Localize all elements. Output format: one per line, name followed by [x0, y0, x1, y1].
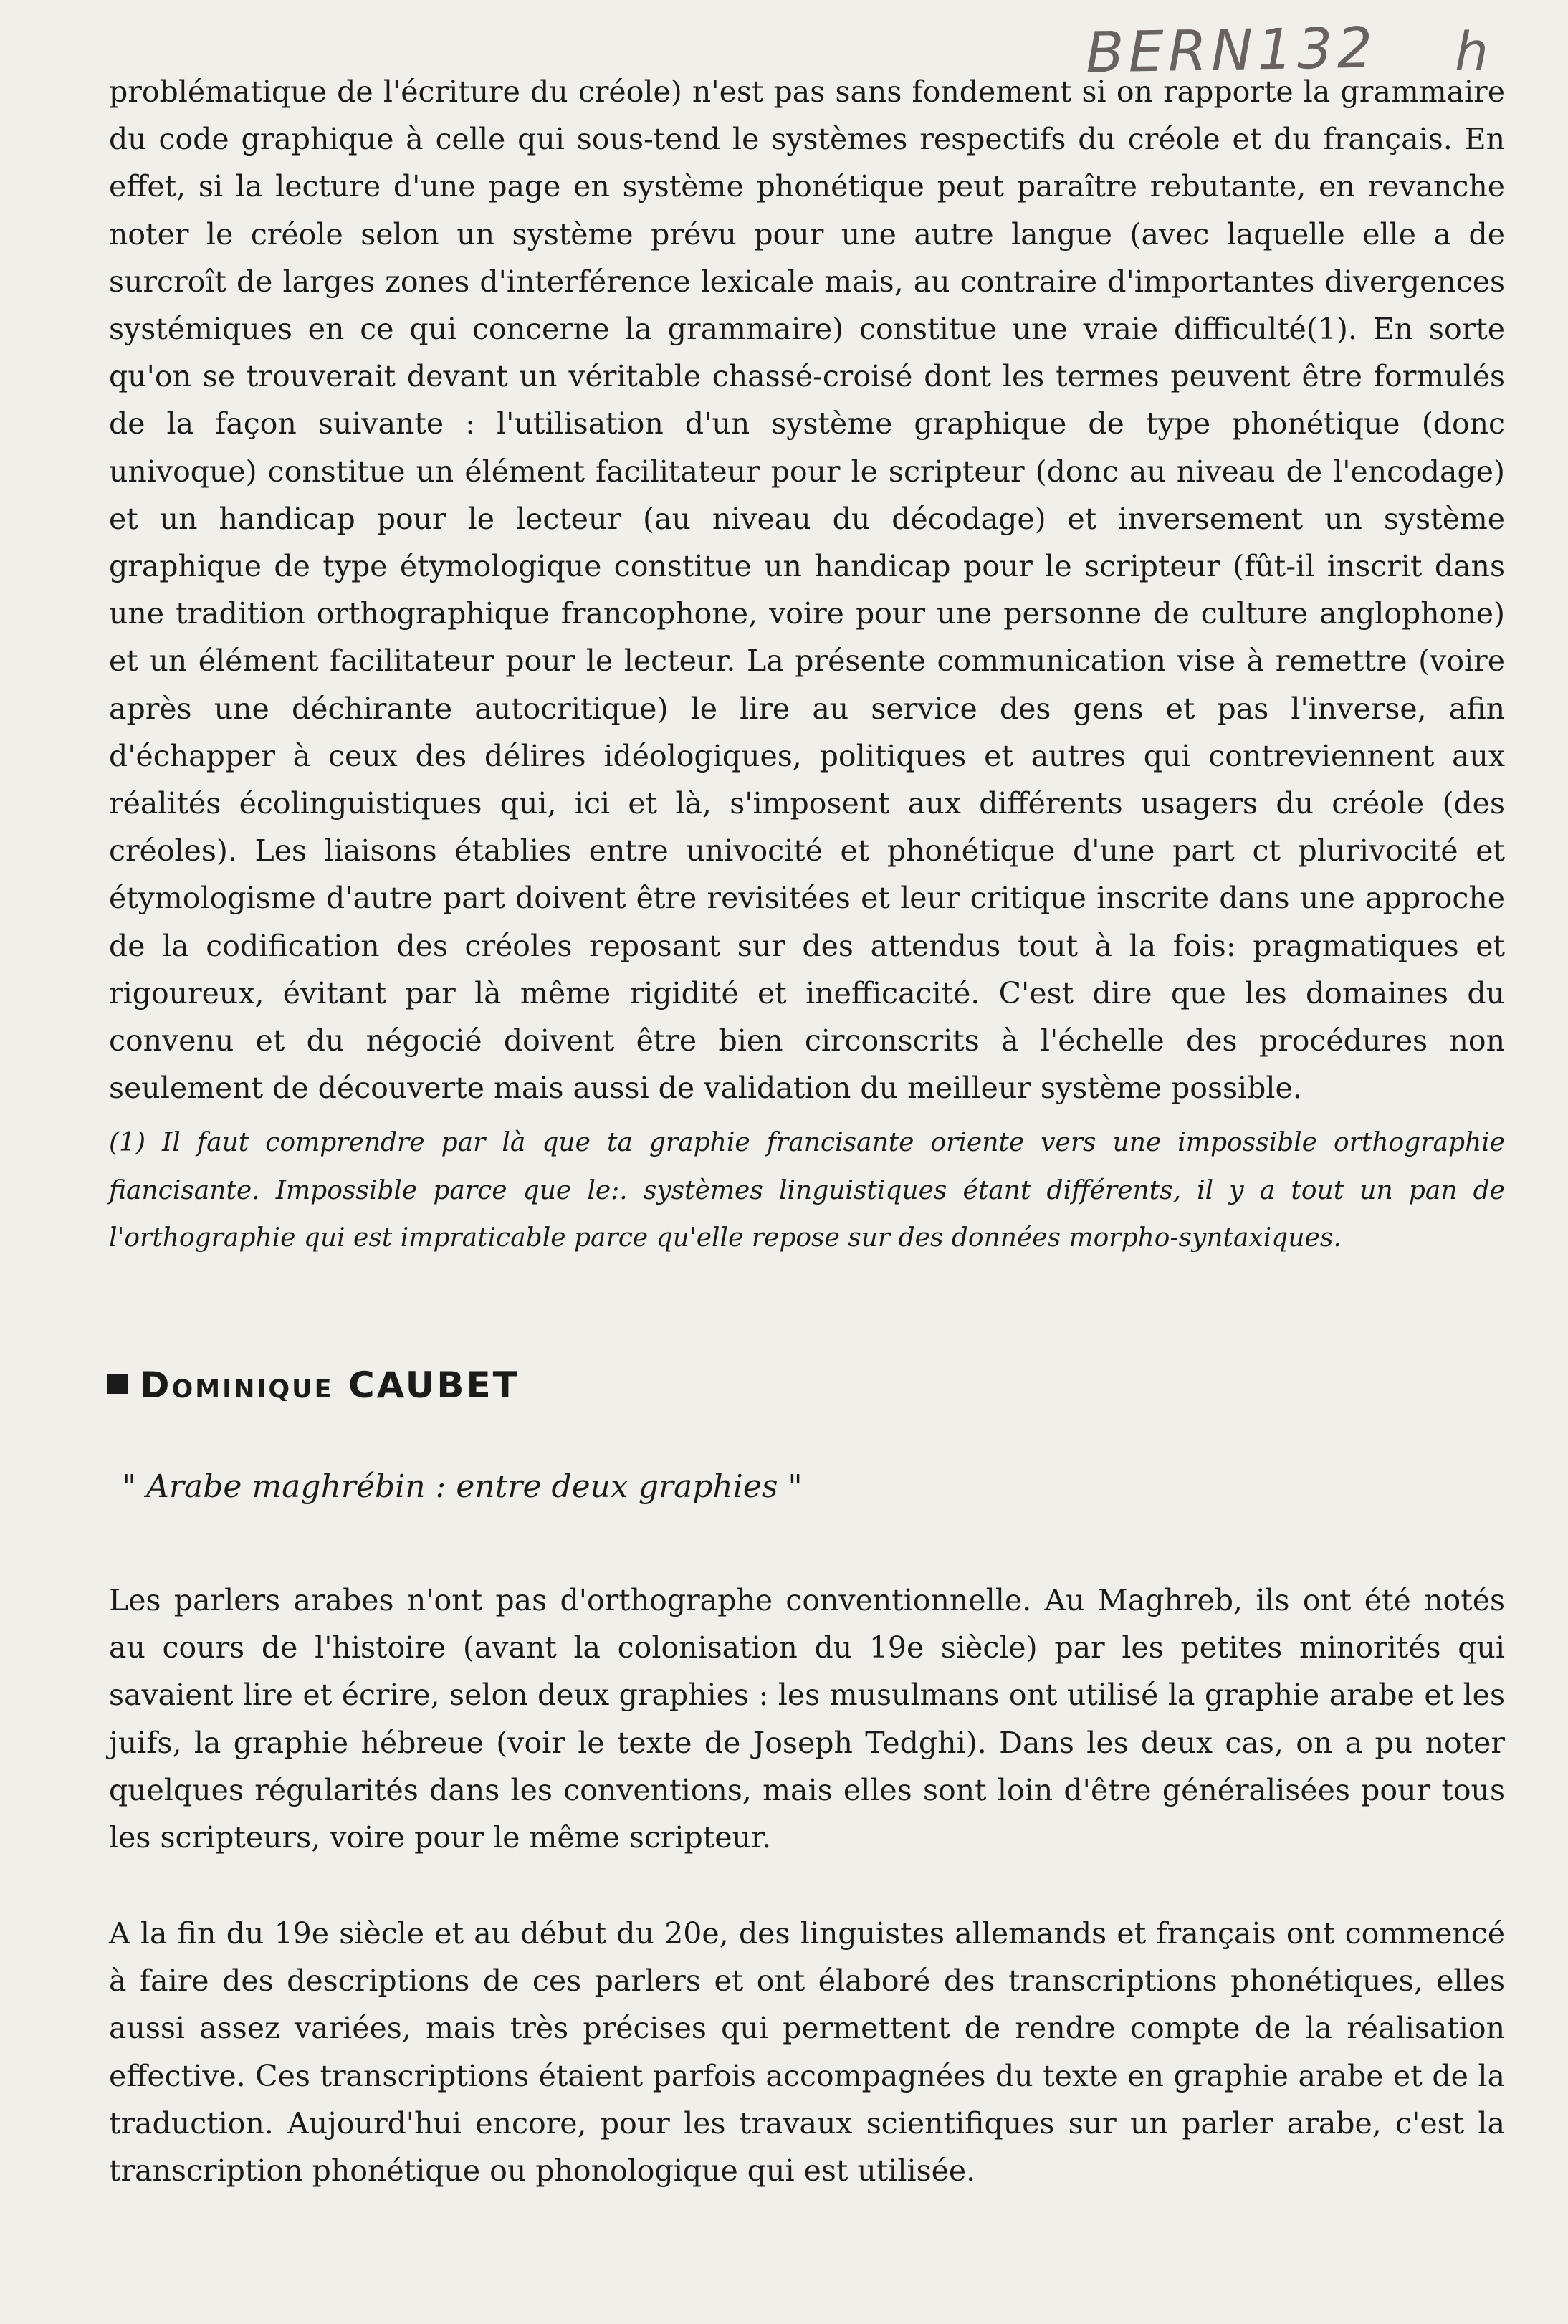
body-paragraph-2: Les parlers arabes n'ont pas d'orthographe conventionnelle. Au Maghreb, ils ont été notés au cours de l'histoire (avant la colonisation du 19e siècle) par les petites minorités qui savaient lire et écrire, selon deux graphies : les musulmans ont utilisé la graphie arabe et les juifs, la graphie hébreue (voir le texte de Joseph Tedghi). Dans les deux cas, on a pu noter quelques régularités dans les conventions, mais elles sont loin d'être généralisées pour tous les scripteurs, voire pour le même scripteur.: [109, 1583, 1505, 1855]
author-first-name: Dominique: [140, 1364, 334, 1406]
handwritten-mark: h: [1455, 21, 1488, 83]
section-heading-author: [140, 1360, 520, 1410]
footnote: (1) Il faut comprendre par là que ta graphie francisante oriente vers une impossible orthographie fiancisante. Impossible parce que le:. systèmes linguistiques étant différents, il y a tout un pan de l'orthographie qui est impraticable parce qu'elle repose sur des données morpho-syntaxiques.: [109, 1128, 1505, 1253]
author-last-name: CAUBET: [348, 1364, 520, 1406]
body-paragraph-3: A la fin du 19e siècle et au début du 20e, des linguistes allemands et français ont commencé à faire des descriptions de ces parlers et ont élaboré des transcriptions phonétiques, elles aussi assez variées, mais très précises qui permettent de rendre compte de la réalisation effective. Ces transcriptions étaient parfois accompagnées du texte en graphie arabe et de la traduction. Aujourd'hui encore, pour les travaux scientifiques sur un parler arabe, c'est la transcription phonétique ou phonologique qui est utilisée.: [109, 1916, 1505, 2189]
handwritten-archive-code: BERN132: [1085, 16, 1377, 86]
heading-bullet-square-icon: [107, 1374, 128, 1394]
body-paragraph-1: problématique de l'écriture du créole) n'est pas sans fondement si on rapporte la grammaire du code graphique à celle qui sous-tend le systèmes respectifs du créole et du français. En effet, si la lecture d'une page en système phonétique peut paraître rebutante, en revanche noter le créole selon un système prévu pour une autre langue (avec laquelle elle a de surcroît de larges zones d'interférence lexicale mais, au contraire d'importantes divergences systémiques en ce qui concerne la grammaire) constitue une vraie difficulté(1). En sorte qu'on se trouverait devant un véritable chassé-croisé dont les termes peuvent être formulés de la façon suivante : l'utilisation d'un système graphique de type phonétique (donc univoque) constitue un élément facilitateur pour le scripteur (donc au niveau de l'encodage) et un handicap pour le lecteur (au niveau du décodage) et inversement un système graphique de type étymologique constitue un handicap pour le scripteur (fût-il inscrit dans une tradition orthographique francophone, voire pour une personne de culture anglophone) et un élément facilitateur pour le lecteur. La présente communication vise à remettre (voire après une déchirante autocritique) le lire au service des gens et pas l'inverse, afin d'échapper à ceux des délires idéologiques, politiques et autres qui contreviennent aux réalités écolinguistiques qui, ici et là, s'imposent aux différents usagers du créole (des créoles). Les liaisons établies entre univocité et phonétique d'une part ct plurivocité et étymologisme d'autre part doivent être revisitées et leur critique inscrite dans une approche de la codification des créoles reposant sur des attendus tout à la fois: pragmatiques et rigoureux, évitant par là même rigidité et inefficacité. C'est dire que les domaines du convenu et du négocié doivent être bien circonscrits à l'échelle des procédures non seulement de découverte mais aussi de validation du meilleur système possible.: [109, 75, 1505, 1106]
section-title: " Arabe maghrébin : entre deux graphies ": [122, 1468, 803, 1505]
